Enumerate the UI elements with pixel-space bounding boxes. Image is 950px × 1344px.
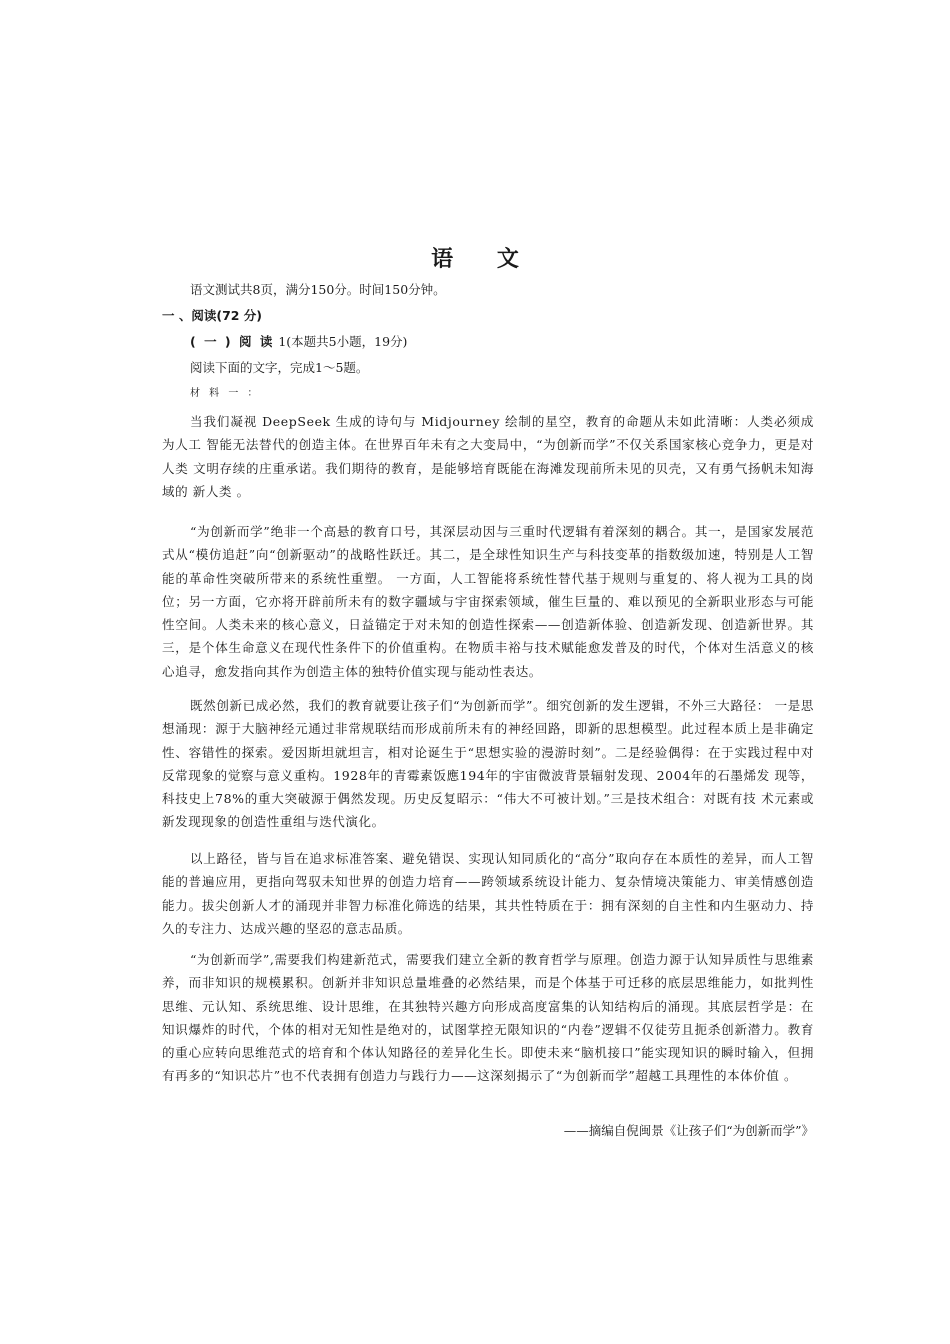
paragraph-5: “为创新而学”,需要我们构建新范式，需要我们建立全新的教育哲学与原理。创造力源于认知异质性与思维素养，而非知识的规模累积。创新并非知识总量堆叠的必然结果，而是个体基于可迁移的底层思维能力，如批判性思维、元认知、系统思维、设计思维，在其独特兴趣方向形成高度富集的认知结构后的涌现。其底层哲学是：在知识爆炸的时代，个体的相对无知性是绝对的，试图掌控无限知识的“内卷”逻辑不仅徒劳且扼杀创新潜力。教育的重心应转向思维范式的培育和个体认知路径的差异化生长。即使未来“脑机接口”能实现知识的瞬时输入，但拥有再多的“知识芯片”也不代表拥有创造力与践行力——这深刻揭示了“为创新而学”超越工具理性的本体价值 。 [162,952,814,1084]
subsection-heading [190,333,407,351]
reading-instruction: 阅读下面的文字，完成1～5题。 [190,360,369,375]
paragraph-3: 既然创新已成必然，我们的教育就要让孩子们“为创新而学”。细究创新的发生逻辑，不外三大路径： 一是思想涌现：源于大脑神经元通过非常规联结而形成前所未有的神经回路，即新的思想模型。此过程本质上是非确定性、容错性的探索。爱因斯坦就坦言，相对论诞生于“思想实验的漫游时刻”。二是经验偶得：在于实践过程中对反常现象的觉察与意义重构。1928年的青霉素饭應194年的宇宙微波背景辐射发现、2004年的石墨烯发 现等，科技史上78%的重大突破源于偶然发现。历史反复昭示：“伟大不可被计划。”三是技术组合：对既有技 术元素或新发现现象的创造性重组与迭代演化。 [162,698,814,830]
source-citation: ——摘编自倪闽景《让孩子们“为创新而学”》 [563,1123,814,1138]
paragraph-1: 当我们凝视 DeepSeek 生成的诗句与 Midjourney 绘制的星空，教育的命题从未如此清晰：人类必须成为人工 智能无法替代的创造主体。在世界百年未有之大变局中，“为创新而学”不仅关系国家核心竞争力，更是对人类 文明存续的庄重承诺。我们期待的教育，是能够培育既能在海滩发现前所未见的贝壳，又有勇气扬帆未知海域的 新人类 。 [162,414,814,499]
section-heading: 一 、阅读(72 分) [162,308,263,323]
paragraph-4: 以上路径，皆与旨在追求标准答案、避免错误、实现认知同质化的“高分”取向存在本质性的差异，而人工智能的普遍应用，更指向驾驭未知世界的创造力培育——跨领域系统设计能力、复杂情境决策能力、审美情感创造能力。拔尖创新人才的涌现并非智力标准化筛选的结果，其共性特质在于：拥有深刻的自主性和内生驱动力、持久的专注力、达成兴趣的坚忍的意志品质。 [162,851,814,936]
exam-intro: 语文测试共8页，满分150分。时间150分钟。 [190,282,446,297]
material-label: 材 料 一 ： [190,388,261,399]
subsection-note: 1(本题共5小题，19分) [278,334,408,349]
subsection-label: ( 一 ) 阅 读 [190,334,275,349]
paragraph-2: “为创新而学”绝非一个高悬的教育口号，其深层动因与三重时代逻辑有着深刻的耦合。其一，是国家发展范式从“模仿追赶”向“创新驱动”的战略性跃迁。其二，是全球性知识生产与科技变革的指数级加速，特别是人工智能的革命性突破所带来的系统性重塑。 一方面，人工智能将系统性替代基于规则与重复的、将人视为工具的岗位；另一方面，它亦将开辟前所未有的数字疆域与宇宙探索领域，催生巨量的、难以预见的全新职业形态与可能性空间。人类未来的核心意义，日益锚定于对未知的创造性探索——创造新体验、创造新发现、创造新世界。其三，是个体生命意义在现代性条件下的价值重构。在物质丰裕与技术赋能愈发普及的时代，个体对生活意义的核心追寻，愈发指向其作为创造主体的独特价值实现与能动性表达。 [162,524,814,679]
page-title: 语 文 [431,247,537,272]
